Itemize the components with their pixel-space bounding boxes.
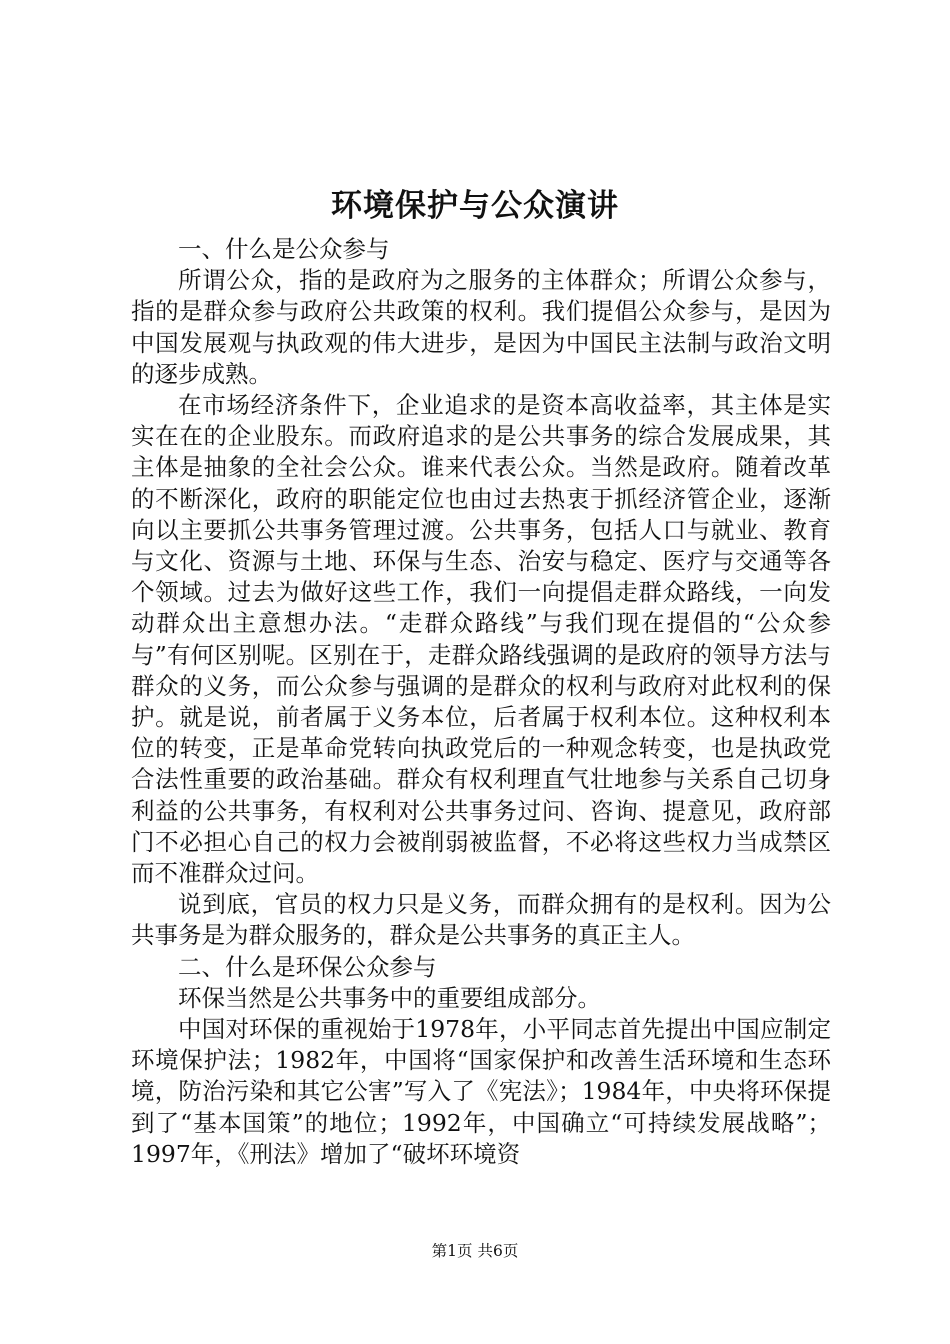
page-footer: 第1页 共6页 xyxy=(431,1242,519,1260)
section-heading-1: 一、什么是公众参与 xyxy=(178,235,390,263)
paragraph-5: 中国对环保的重视始于1978年，小平同志首先提出中国应制定环境保护法；1982年，中国将“国家保护和改善生活环境和生态环境，防治污染和其它公害”写入了《宪法》；1984年，中央将环保提到了“基本国策”的地位；1992年，中国确立“可持续发展战略”；1997年，《刑法》增加了“破坏环境资 xyxy=(131,1015,831,1168)
section-heading-2: 二、什么是环保公众参与 xyxy=(178,952,437,981)
paragraph-2: 在市场经济条件下，企业追求的是资本高收益率，其主体是实实在在的企业股东。而政府追求的是公共事务的综合发展成果，其主体是抽象的全社会公众。谁来代表公众。当然是政府。随着改革的不断深化，政府的职能定位也由过去热衷于抓经济管企业，逐渐向以主要抓公共事务管理过渡。公共事务，包括人口与就业、教育与文化、资源与土地、环保与生态、治安与稳定、医疗与交通等各个领域。过去为做好这些工作，我们一向提倡走群众路线，一向发动群众出主意想办法。“走群众路线”与我们现在提倡的“公众参与”有何区别呢。区别在于，走群众路线强调的是政府的领导方法与群众的义务，而公众参与强调的是群众的权利与政府对此权利的保护。就是说，前者属于义务本位，后者属于权利本位。这种权利本位的转变，正是革命党转向执政党后的一种观念转变，也是执政党合法性重要的政治基础。群众有权利理直气壮地参与关系自己切身利益的公共事务，有权利对公共事务过问、咨询、提意见，政府部门不必担心自己的权力会被削弱被监督，不必将这些权力当成禁区而不准群众过问。 xyxy=(131,391,831,888)
paragraph-1: 所谓公众，指的是政府为之服务的主体群众；所谓公众参与，指的是群众参与政府公共政策的权利。我们提倡公众参与，是因为中国发展观与执政观的伟大进步，是因为中国民主法制与政治文明的逐步成熟。 xyxy=(131,266,831,388)
document-title: 环境保护与公众演讲 xyxy=(331,188,619,224)
paragraph-3: 说到底，官员的权力只是义务，而群众拥有的是权利。因为公共事务是为群众服务的，群众是公共事务的真正主人。 xyxy=(131,890,831,950)
paragraph-4: 环保当然是公共事务中的重要组成部分。 xyxy=(178,983,601,1012)
document-body xyxy=(131,234,831,1170)
